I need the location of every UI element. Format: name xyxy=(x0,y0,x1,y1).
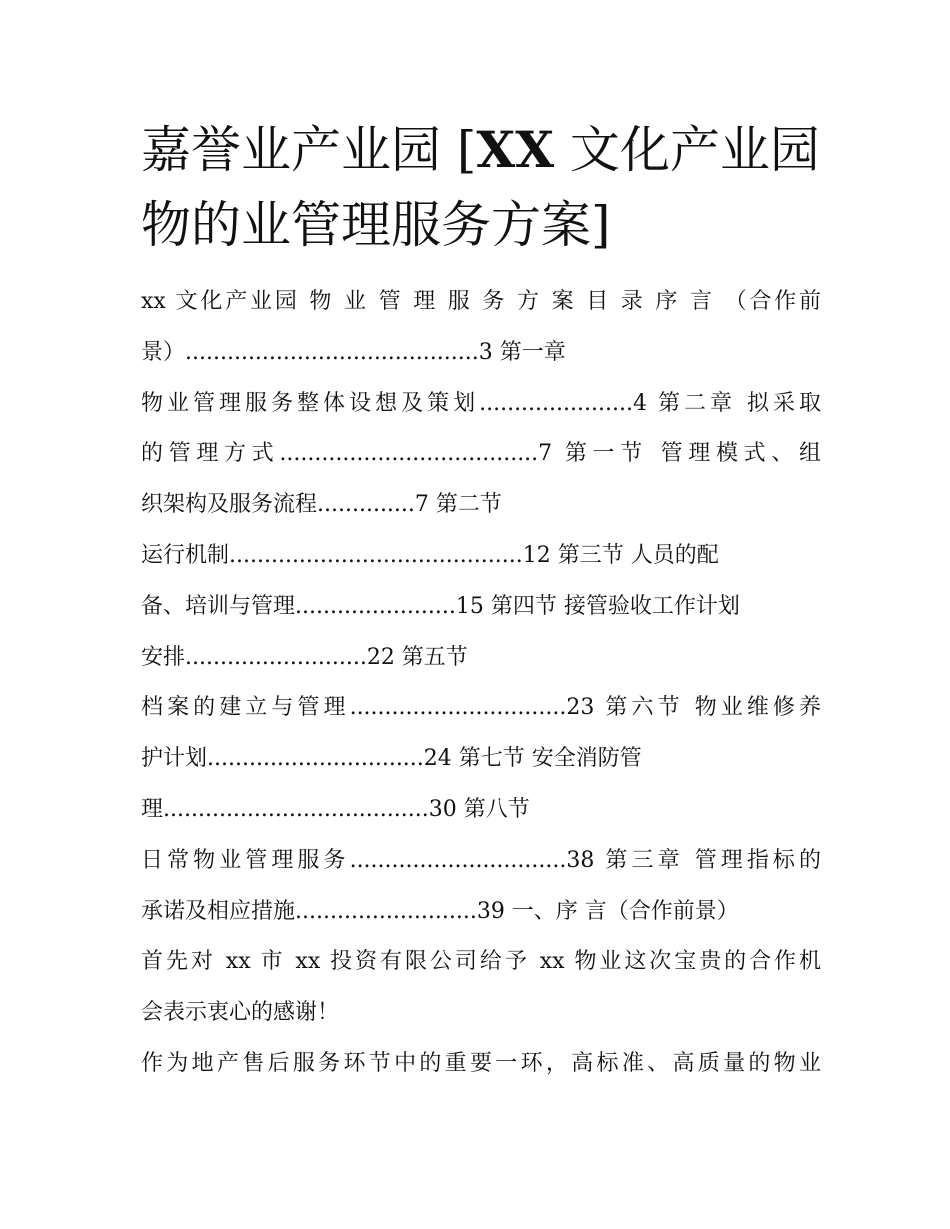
toc-line: xx 文化产业园 物 业 管 理 服 务 方 案 目 录 序 言 （合作前 xyxy=(141,289,821,314)
toc-line: 日常物业管理服务...............................38 第三章 管理指标的 xyxy=(141,847,821,873)
title-line-2: 物的业管理服务方案] xyxy=(141,196,611,254)
document-page xyxy=(141,112,821,1090)
toc-line: 物业管理服务整体设想及策划......................4 第二章 拟采取 xyxy=(141,390,821,416)
toc-line: 织架构及服务流程..............7 第二节 xyxy=(141,492,502,518)
paragraph-line: 会表示衷心的感谢！ xyxy=(141,1000,340,1026)
toc-line: 的管理方式.....................................7 第一节 管理模式、组 xyxy=(141,441,821,467)
toc-line: 护计划...............................24 第七节 安全消防管 xyxy=(141,746,642,772)
toc-line: 档案的建立与管理...............................23 第六节 物业维修养 xyxy=(141,695,821,721)
paragraph-line: 首先对 xx 市 xx 投资有限公司给予 xx 物业这次宝贵的合作机 xyxy=(141,949,821,975)
toc-line: 备、培训与管理.......................15 第四节 接管验收工作计划 xyxy=(141,593,740,619)
toc-line: 安排..........................22 第五节 xyxy=(141,644,468,670)
toc-line: 理......................................30 第八节 xyxy=(141,796,530,822)
title-line-1: 嘉誉业产业园 [XX 文化产业园 xyxy=(141,120,820,179)
document-title xyxy=(141,112,821,263)
document-body xyxy=(141,277,821,1090)
toc-line: 运行机制..........................................12 第三节 人员的配 xyxy=(141,542,719,568)
title-latin-text: XX xyxy=(476,120,554,179)
toc-line: 承诺及相应措施..........................39 一、序 言（合作前景） xyxy=(141,898,739,924)
paragraph-line: 作为地产售后服务环节中的重要一环，高标准、高质量的物业 xyxy=(141,1050,821,1076)
toc-line: 景）..........................................3 第一章 xyxy=(141,339,566,365)
